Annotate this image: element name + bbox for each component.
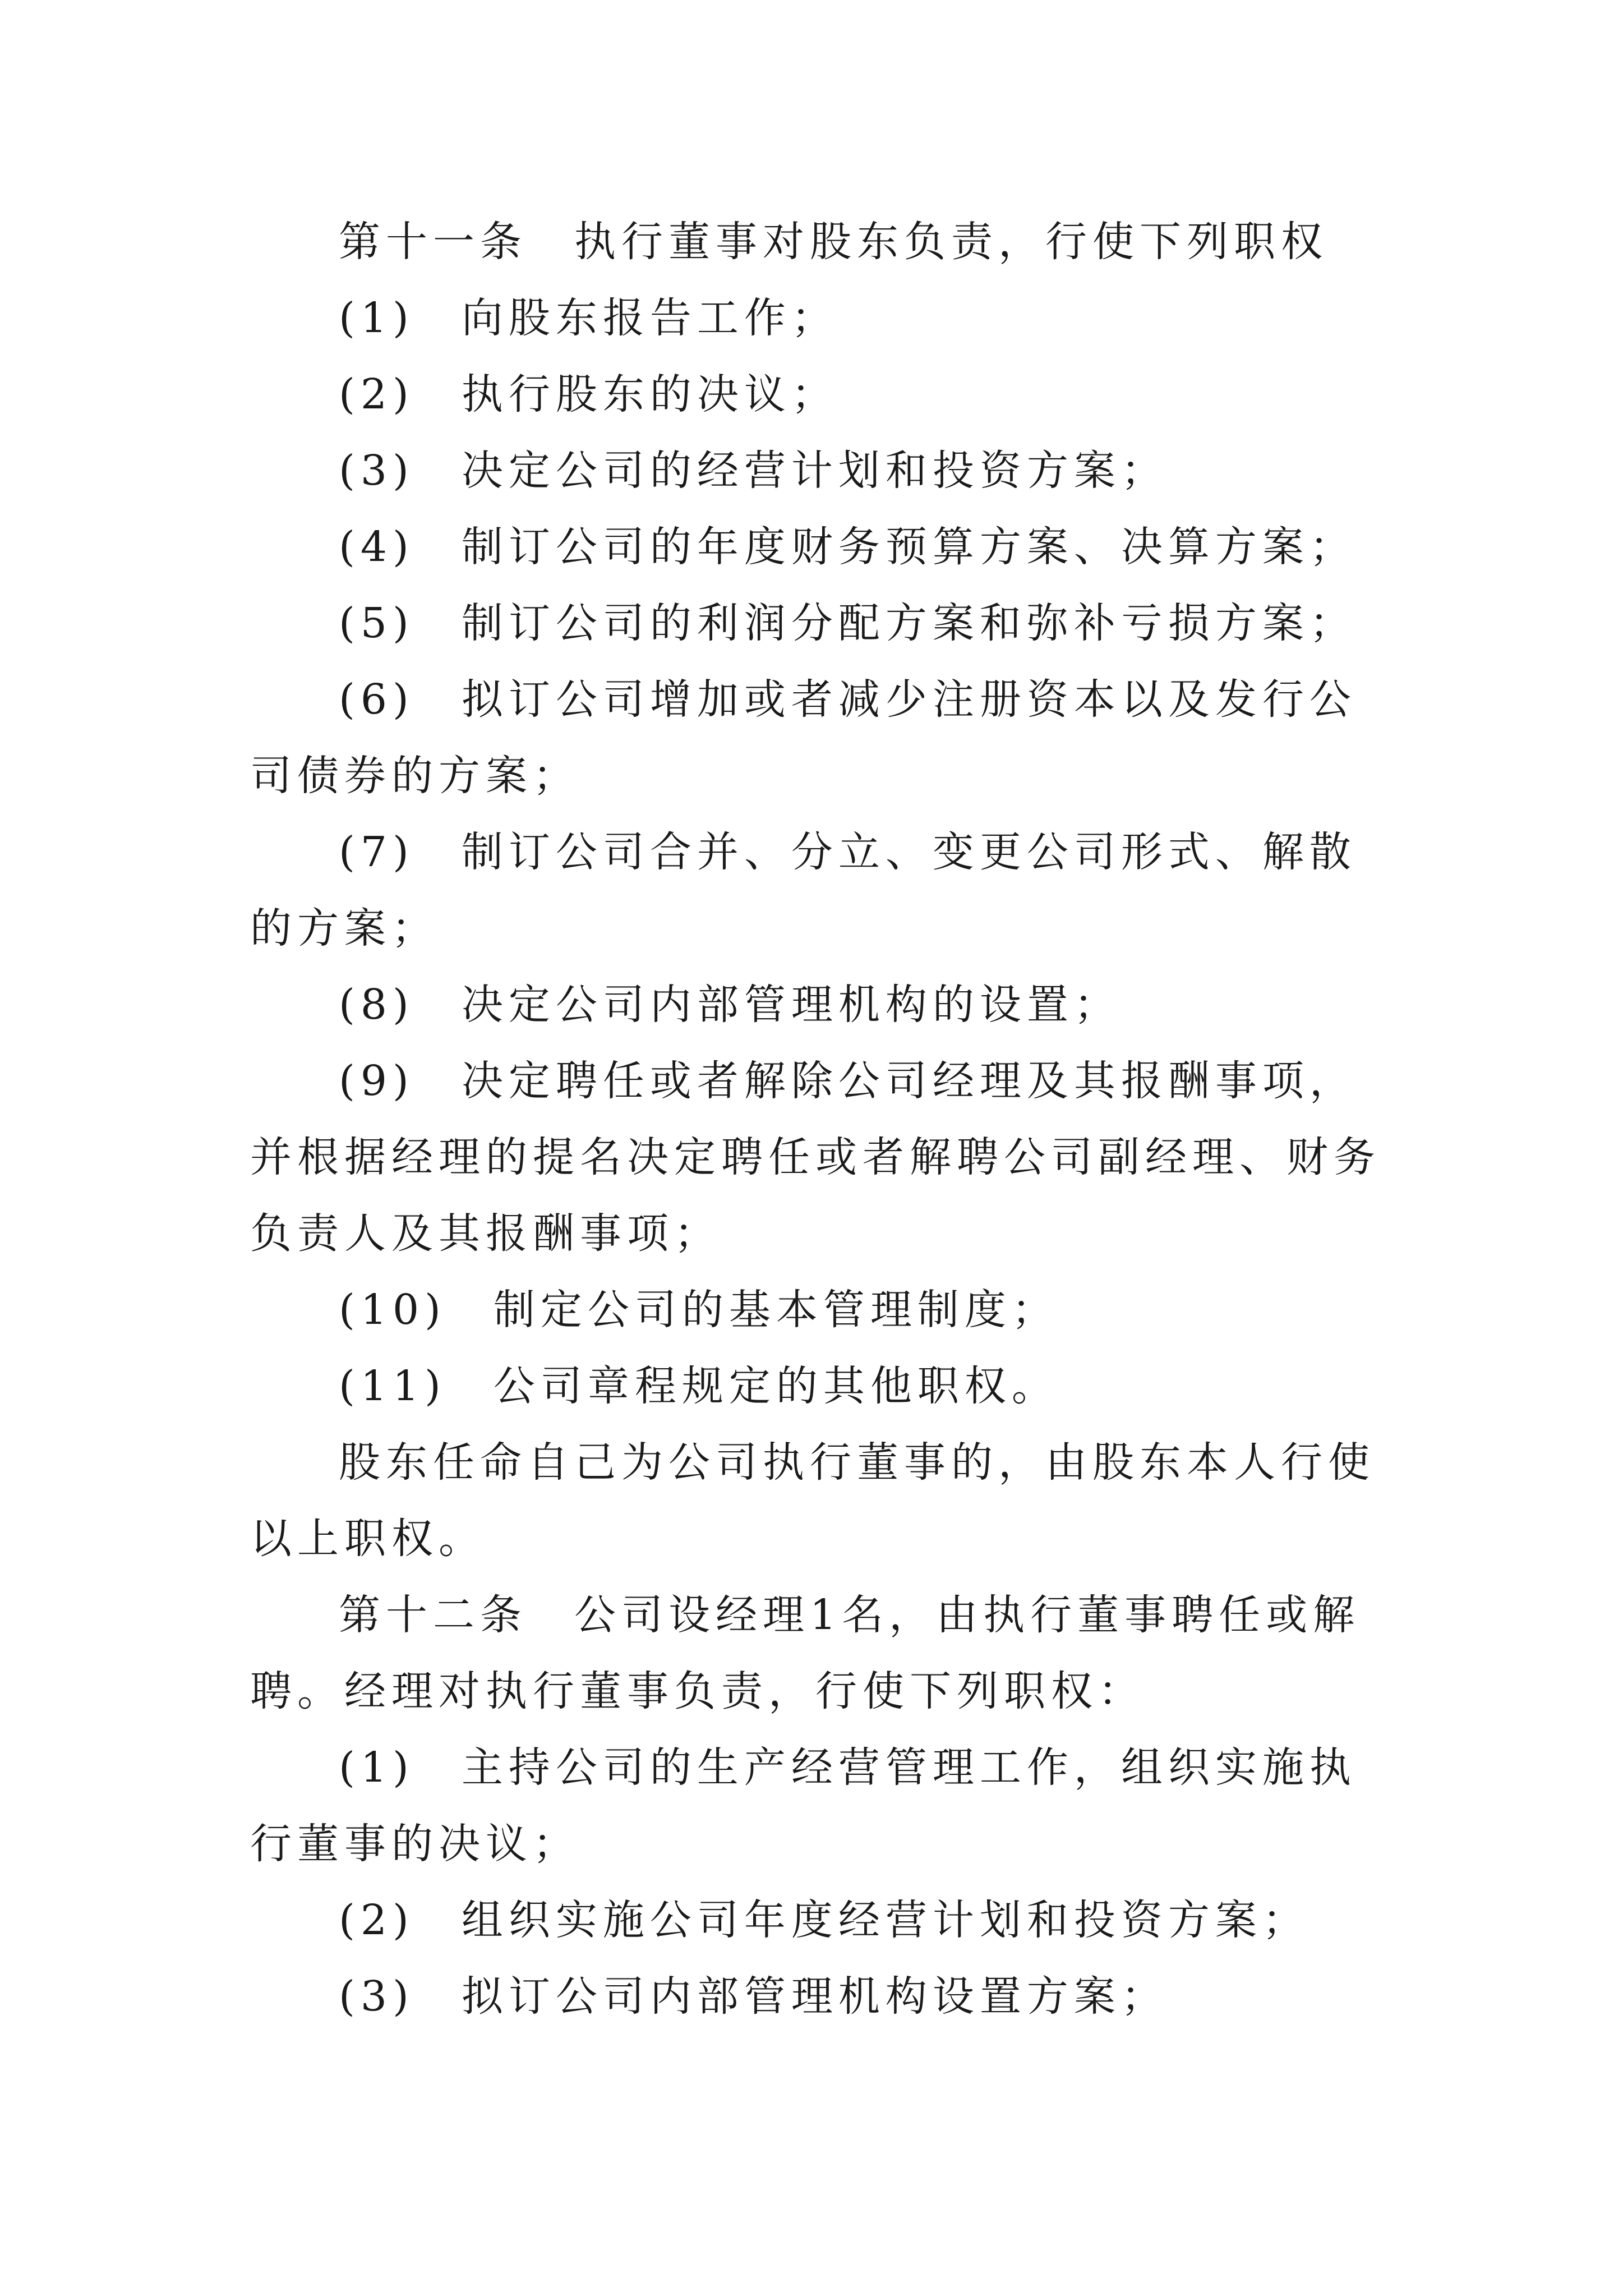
article-11-item-6: (6) 拟订公司增加或者减少注册资本以及发行公司债券的方案； <box>250 675 1357 800</box>
article-12-item-1: (1) 主持公司的生产经营管理工作，组织实施执行董事的决议； <box>250 1743 1357 1868</box>
article-11-item-10: (10) 制定公司的基本管理制度； <box>339 1286 1059 1334</box>
document-page <box>250 0 1389 2035</box>
article-11-heading: 第十一条 执行董事对股东负责，行使下列职权 <box>339 218 1328 266</box>
article-11-item-1: (1) 向股东报告工作； <box>339 294 838 342</box>
article-11-item-7: (7) 制订公司合并、分立、变更公司形式、解散的方案； <box>250 828 1357 953</box>
article-11-item-2: (2) 执行股东的决议； <box>339 370 838 418</box>
article-11-item-9: (9) 决定聘任或者解除公司经理及其报酬事项，并根据经理的提名决定聘任或者解聘公司副经理、财务负责人及其报酬事项； <box>250 1057 1381 1258</box>
article-11-item-5: (5) 制订公司的利润分配方案和弥补亏损方案； <box>339 599 1357 647</box>
article-11-item-4: (4) 制订公司的年度财务预算方案、决算方案； <box>339 523 1357 571</box>
article-12-item-3: (3) 拟订公司内部管理机构设置方案； <box>339 1972 1168 2021</box>
article-11-item-3: (3) 决定公司的经营计划和投资方案； <box>339 447 1168 495</box>
article-11-item-11: (11) 公司章程规定的其他职权。 <box>339 1362 1059 1410</box>
article-11-item-8: (8) 决定公司内部管理机构的设置； <box>339 981 1121 1029</box>
article-12-heading: 第十二条 公司设经理1名，由执行董事聘任或解聘。经理对执行董事负责，行使下列职权： <box>250 1591 1361 1715</box>
article-11-shareholder-note: 股东任命自己为公司执行董事的，由股东本人行使以上职权。 <box>250 1438 1375 1563</box>
article-12-item-2: (2) 组织实施公司年度经营计划和投资方案； <box>339 1896 1310 1944</box>
